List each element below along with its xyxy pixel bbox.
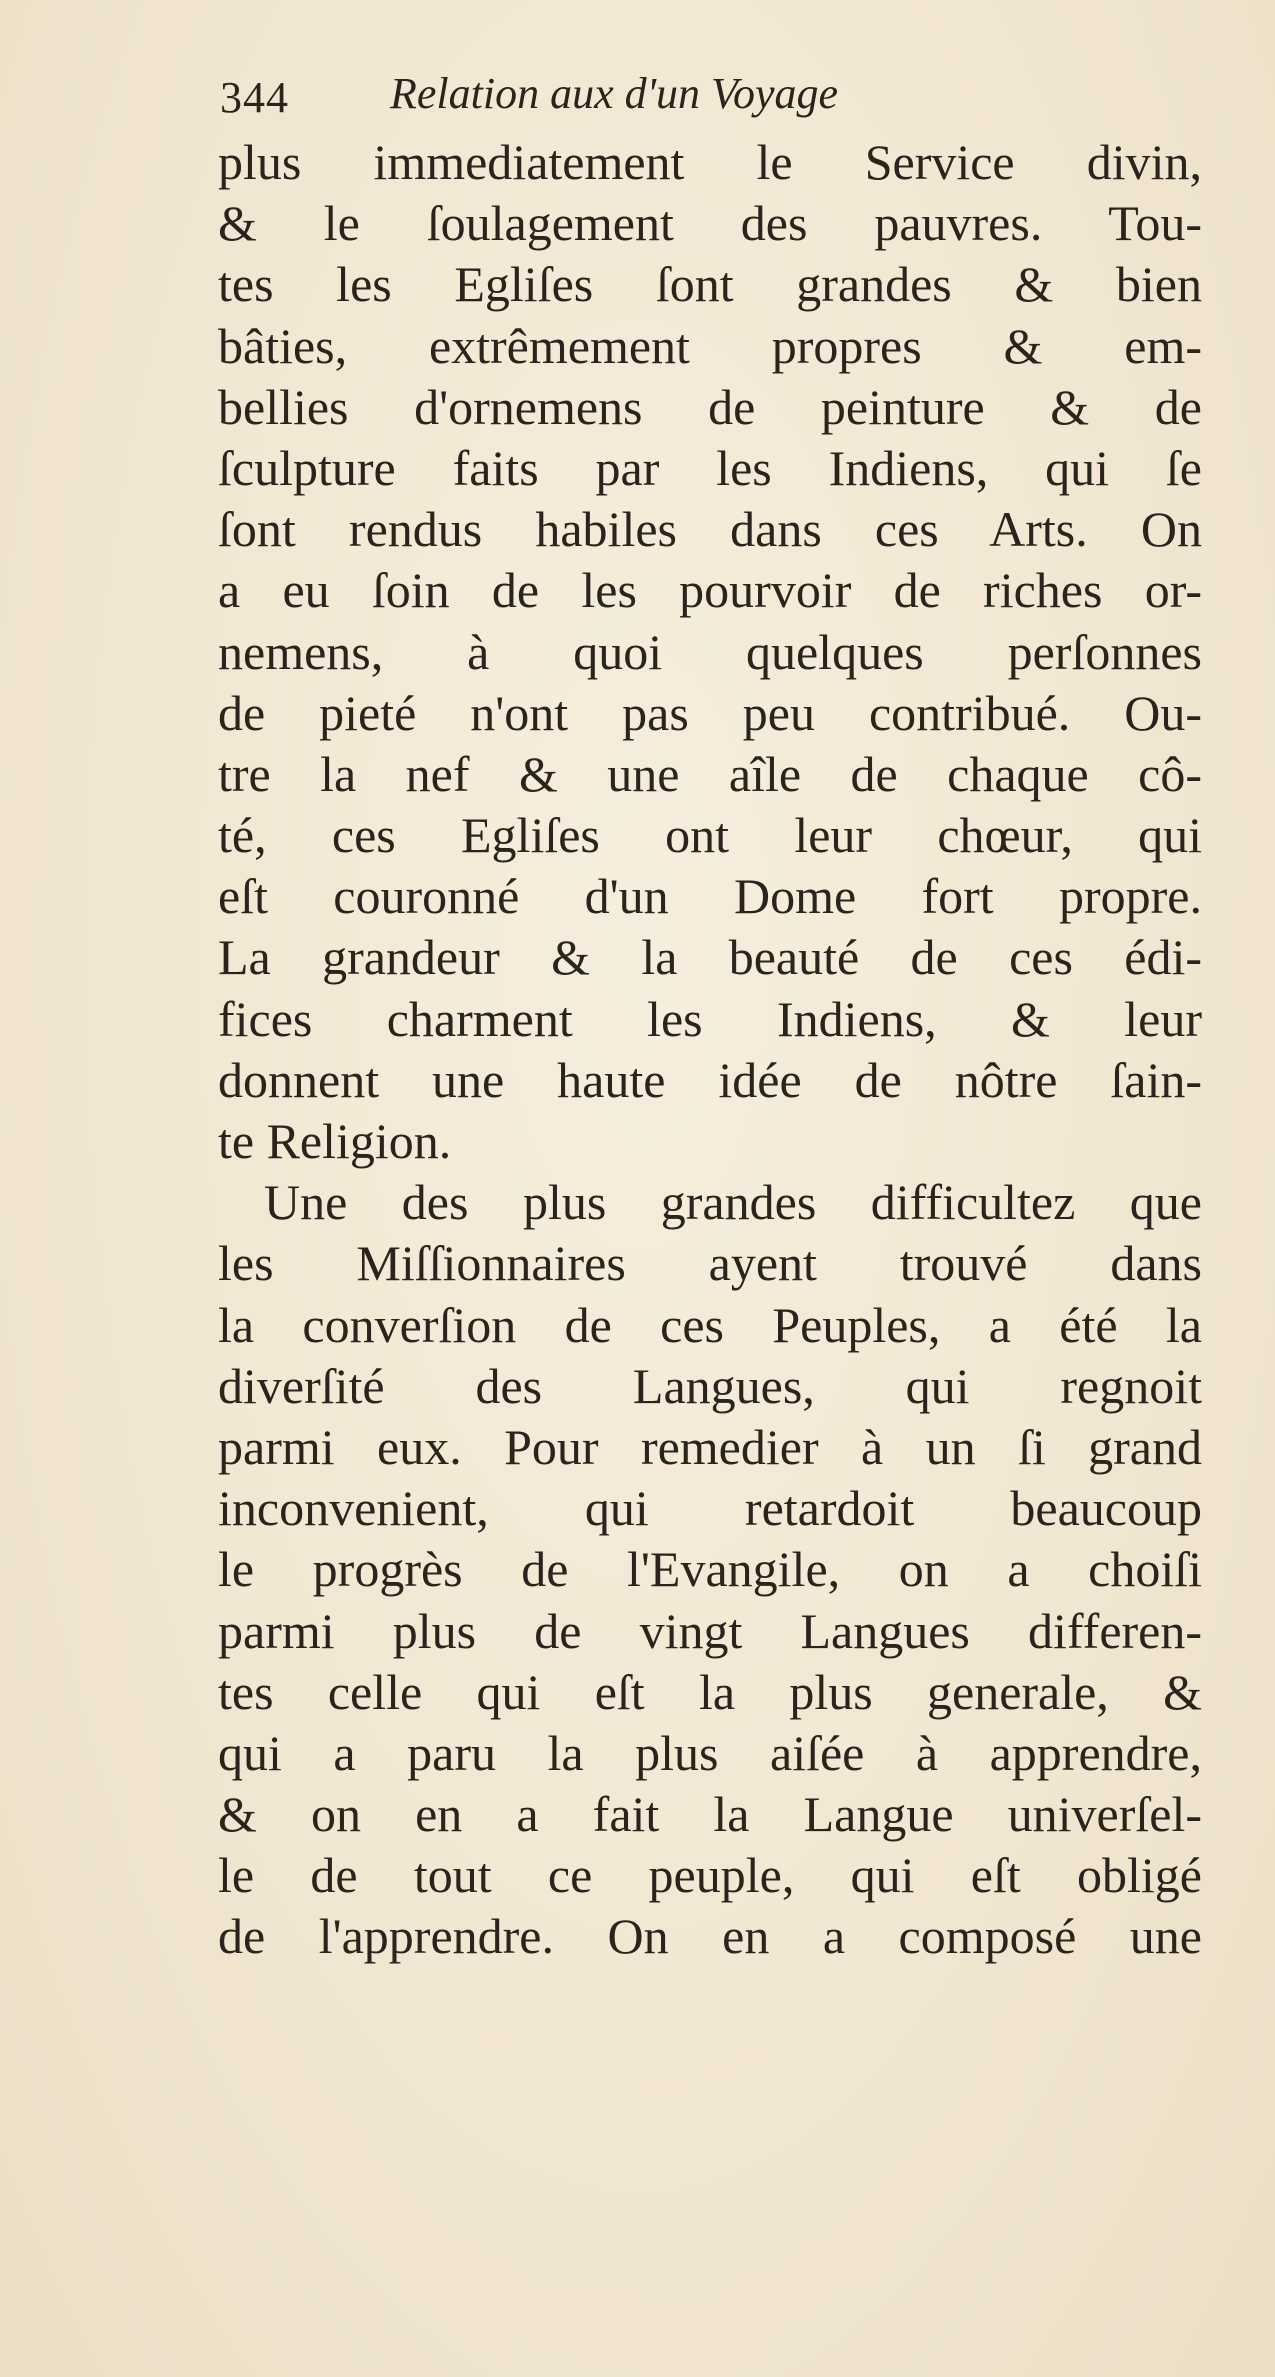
running-title: Relation aux d'un Voyage	[390, 69, 839, 118]
text-line: & le ſoulagement des pauvres. Tou-	[218, 195, 1202, 252]
text-line: tes celle qui eſt la plus generale, &	[218, 1663, 1202, 1720]
text-line: fices charment les Indiens, & leur	[218, 990, 1202, 1047]
text-line: de l'apprendre. On en a composé une	[218, 1908, 1202, 1965]
text-line: plus immediatement le Service divin,	[218, 134, 1202, 190]
text-line: té, ces Egliſes ont leur chœur, qui	[218, 807, 1202, 864]
text-line: donnent une haute idée de nôtre ſain-	[218, 1051, 1202, 1108]
text-line: nemens, à quoi quelques perſonnes	[218, 623, 1202, 680]
paragraph-end-line: te Religion.	[218, 1113, 452, 1169]
text-line: ſont rendus habiles dans ces Arts. On	[218, 501, 1202, 558]
body-text	[218, 132, 1202, 1968]
text-line: parmi plus de vingt Langues differen-	[218, 1602, 1202, 1659]
text-line: de pieté n'ont pas peu contribué. Ou-	[218, 684, 1202, 741]
text-line: parmi eux. Pour remedier à un ſi grand	[218, 1418, 1202, 1475]
text-line: qui a paru la plus aiſée à apprendre,	[218, 1724, 1202, 1781]
text-line: eſt couronné d'un Dome fort propre.	[218, 868, 1202, 925]
text-line: les Miſſionnaires ayent trouvé dans	[218, 1235, 1202, 1292]
text-line: diverſité des Langues, qui regnoit	[218, 1357, 1202, 1414]
text-line: le progrès de l'Evangile, on a choiſi	[218, 1541, 1202, 1598]
page-number: 344	[220, 73, 289, 122]
text-line: tes les Egliſes ſont grandes & bien	[218, 256, 1202, 313]
text-line: La grandeur & la beauté de ces édi-	[218, 929, 1202, 986]
text-line: & on en a fait la Langue univerſel-	[218, 1786, 1202, 1843]
text-line: ſculpture faits par les Indiens, qui ſe	[218, 439, 1202, 496]
paragraph-start-line: Une des plus grandes difficultez que	[264, 1174, 1202, 1231]
text-line: a eu ſoin de les pourvoir de riches or-	[218, 562, 1202, 619]
text-line: bâties, extrêmement propres & em-	[218, 317, 1202, 374]
text-line: la converſion de ces Peuples, a été la	[218, 1296, 1202, 1353]
text-line: tre la nef & une aîle de chaque cô-	[218, 745, 1202, 802]
text-line: bellies d'ornemens de peinture & de	[218, 378, 1202, 435]
text-line: inconvenient, qui retardoit beaucoup	[218, 1480, 1202, 1537]
text-line: le de tout ce peuple, qui eſt obligé	[218, 1847, 1202, 1904]
